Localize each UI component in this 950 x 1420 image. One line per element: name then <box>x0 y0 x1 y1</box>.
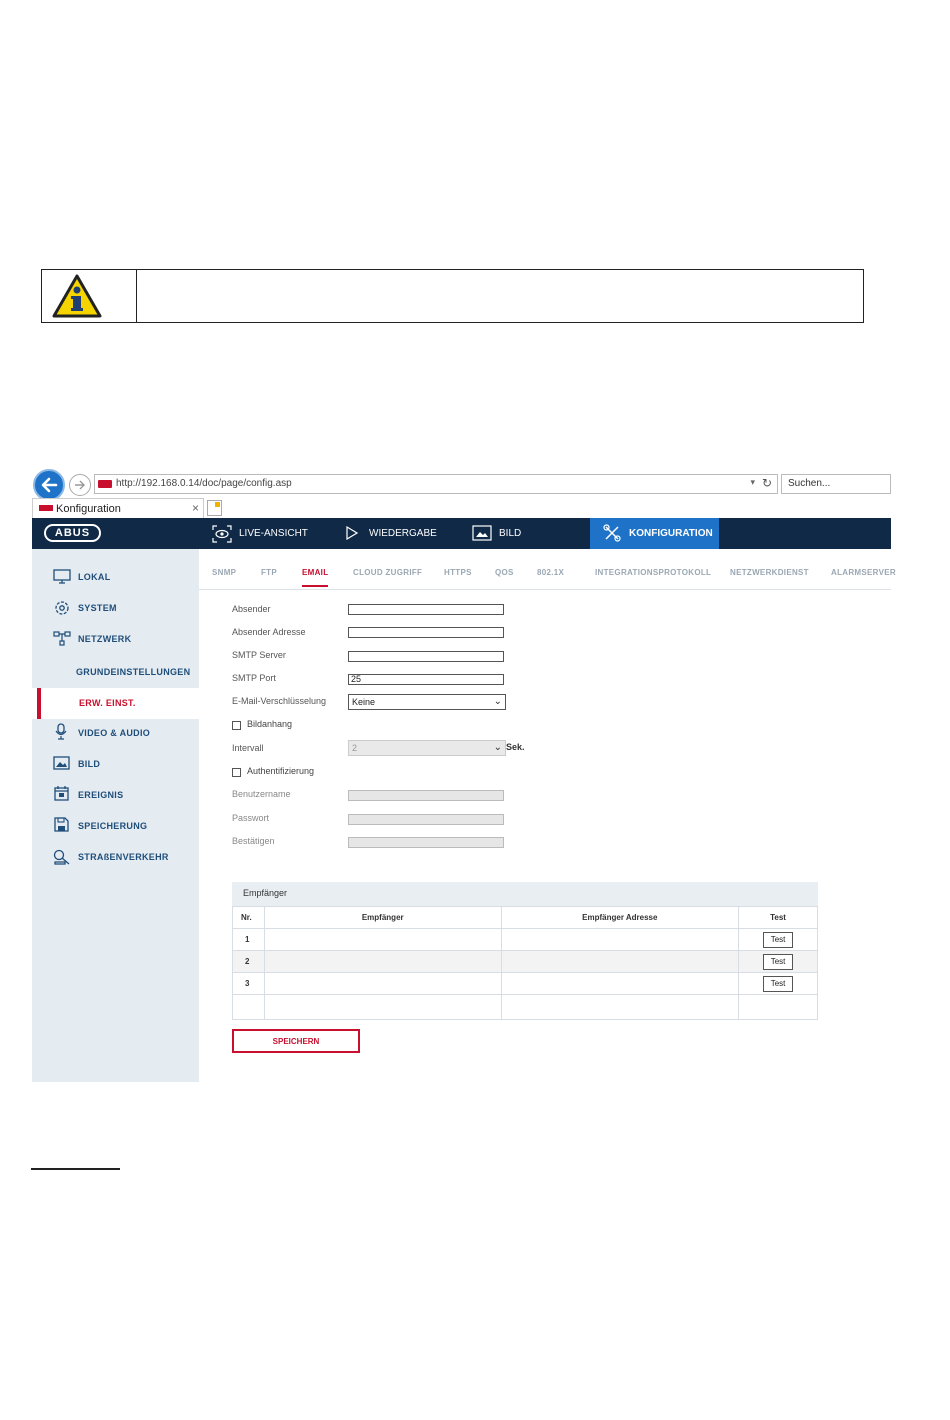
chevron-down-icon: ⌄ <box>493 696 502 707</box>
table-row-empty <box>233 995 818 1020</box>
arrow-left-icon <box>40 476 58 494</box>
abus-logo: ABUS <box>44 524 101 542</box>
passwort-label: Passwort <box>232 813 270 823</box>
divider-line <box>31 1168 120 1170</box>
tab-https[interactable]: HTTPS <box>444 568 472 577</box>
recipients-grid <box>232 906 818 1020</box>
tab-bar <box>32 498 891 518</box>
recipient-name-cell[interactable] <box>264 973 501 995</box>
smtp-server-label: SMTP Server <box>232 650 286 660</box>
sidebar <box>32 549 199 1082</box>
test-button[interactable]: Test <box>763 954 793 970</box>
nav-wiedergabe-label: WIEDERGABE <box>369 528 437 539</box>
address-bar[interactable] <box>94 474 778 494</box>
sidebar-item-label: SPEICHERUNG <box>78 821 148 831</box>
row-nr: 3 <box>233 973 265 995</box>
sidebar-item-label: LOKAL <box>78 572 111 582</box>
recipient-name-cell[interactable] <box>264 929 501 951</box>
intervall-value: 2 <box>352 743 358 753</box>
encryption-label: E-Mail-Verschlüsselung <box>232 696 327 706</box>
tab-netzwerkdienst[interactable]: NETZWERKDIENST <box>730 568 809 577</box>
smtp-port-label: SMTP Port <box>232 673 276 683</box>
nav-konfiguration[interactable] <box>590 518 719 549</box>
sidebar-item-lokal[interactable] <box>32 563 199 591</box>
intervall-label: Intervall <box>232 743 264 753</box>
bildanhang-checkbox[interactable] <box>232 721 241 730</box>
row-nr: 2 <box>233 951 265 973</box>
refresh-icon[interactable]: ↻ <box>761 476 772 490</box>
tab-konfiguration[interactable] <box>32 498 204 518</box>
sidebar-item-label: SYSTEM <box>78 603 117 613</box>
tab-favicon <box>39 505 53 511</box>
sidebar-item-label: GRUNDEINSTELLUNGEN <box>76 667 191 677</box>
sidebar-item-erw-einst[interactable] <box>32 688 199 719</box>
sidebar-item-label: ERW. EINST. <box>79 698 136 708</box>
authentifizierung-label: Authentifizierung <box>247 766 315 776</box>
authentifizierung-checkbox[interactable] <box>232 768 241 777</box>
recipients-table <box>232 882 818 1022</box>
info-box <box>41 269 864 323</box>
encryption-value: Keine <box>352 697 376 707</box>
tab-cloud-zugriff[interactable]: CLOUD ZUGRIFF <box>353 568 423 577</box>
nav-live-ansicht[interactable] <box>212 518 327 549</box>
tab-8021x[interactable]: 802.1X <box>537 568 565 577</box>
car-search-icon <box>53 849 70 865</box>
tab-alarmserver[interactable]: ALARMSERVER <box>831 568 896 577</box>
bestaetigen-field[interactable] <box>348 837 504 848</box>
save-button[interactable]: SPEICHERN <box>232 1029 360 1053</box>
sidebar-item-grundeinstellungen[interactable] <box>32 658 199 686</box>
forward-button[interactable] <box>69 474 91 496</box>
column-header-adresse: Empfänger Adresse <box>501 907 739 929</box>
encryption-select[interactable] <box>348 694 506 710</box>
absender-adresse-label: Absender Adresse <box>232 627 306 637</box>
passwort-field[interactable] <box>348 814 504 825</box>
benutzername-field[interactable] <box>348 790 504 801</box>
column-header-nr: Nr. <box>233 907 265 929</box>
table-header-row <box>233 907 818 929</box>
nav-live-ansicht-label: LIVE-ANSICHT <box>239 528 308 539</box>
sidebar-item-label: NETZWERK <box>78 634 132 644</box>
smtp-port-field[interactable]: 25 <box>348 674 504 685</box>
column-header-empfaenger: Empfänger <box>264 907 501 929</box>
microphone-icon <box>55 723 67 740</box>
benutzername-label: Benutzername <box>232 789 291 799</box>
tab-title: Konfiguration <box>56 503 121 515</box>
play-icon <box>346 526 358 540</box>
tab-email[interactable]: EMAIL <box>302 568 329 577</box>
sidebar-item-netzwerk[interactable] <box>32 625 199 653</box>
tab-qos[interactable]: QOS <box>495 568 514 577</box>
sidebar-item-ereignis[interactable] <box>32 781 199 809</box>
sidebar-item-label: VIDEO & AUDIO <box>78 728 151 738</box>
arrow-right-icon <box>73 478 87 492</box>
sidebar-item-label: EREIGNIS <box>78 790 124 800</box>
image-icon <box>53 756 70 770</box>
sidebar-item-strassenverkehr[interactable] <box>32 843 199 871</box>
column-header-test: Test <box>739 907 818 929</box>
absender-label: Absender <box>232 604 271 614</box>
absender-field[interactable] <box>348 604 504 615</box>
info-icon-cell <box>42 270 137 322</box>
tab-ftp[interactable]: FTP <box>261 568 278 577</box>
subtab-bar <box>199 549 896 590</box>
recipient-address-cell[interactable] <box>501 951 739 973</box>
recipient-address-cell[interactable] <box>501 929 739 951</box>
sidebar-item-video-audio[interactable] <box>32 719 199 747</box>
bestaetigen-label: Bestätigen <box>232 836 275 846</box>
app-header <box>32 518 891 549</box>
tab-integrationsprotokoll[interactable]: INTEGRATIONSPROTOKOLL <box>595 568 712 577</box>
absender-adresse-field[interactable] <box>348 627 504 638</box>
network-icon <box>53 631 71 646</box>
sidebar-item-label: BILD <box>78 759 101 769</box>
sidebar-item-bild[interactable] <box>32 750 199 778</box>
chevron-down-icon: ⌄ <box>493 742 502 753</box>
row-nr: 1 <box>233 929 265 951</box>
nav-wiedergabe[interactable] <box>344 518 454 549</box>
content-panel <box>199 549 896 1082</box>
warning-info-icon <box>52 274 102 318</box>
floppy-disk-icon <box>54 817 69 832</box>
gear-icon <box>54 600 70 616</box>
sidebar-item-label: STRAßENVERKEHR <box>78 852 169 862</box>
search-placeholder: Suchen... <box>788 478 831 489</box>
calendar-icon <box>54 786 69 801</box>
new-tab-button[interactable] <box>207 500 222 516</box>
back-button[interactable] <box>33 469 65 501</box>
recipient-address-cell[interactable] <box>501 973 739 995</box>
recipients-title: Empfänger <box>232 882 818 906</box>
monitor-icon <box>53 569 71 584</box>
tools-icon <box>603 524 621 542</box>
close-tab-icon[interactable]: × <box>191 501 199 515</box>
nav-konfiguration-label: KONFIGURATION <box>629 528 713 539</box>
image-icon <box>472 525 492 541</box>
test-button[interactable]: Test <box>763 976 793 992</box>
test-button[interactable]: Test <box>763 932 793 948</box>
table-row <box>233 973 818 995</box>
smtp-server-field[interactable] <box>348 651 504 662</box>
table-row <box>233 951 818 973</box>
url-text: http://192.168.0.14/doc/page/config.asp <box>116 478 292 489</box>
nav-bild[interactable] <box>472 518 552 549</box>
nav-bild-label: BILD <box>499 528 522 539</box>
intervall-select[interactable] <box>348 740 506 756</box>
table-row <box>233 929 818 951</box>
sidebar-item-system[interactable] <box>32 594 199 622</box>
site-favicon <box>98 480 112 488</box>
search-input[interactable] <box>781 474 891 494</box>
tab-snmp[interactable]: SNMP <box>212 568 237 577</box>
dropdown-arrow-icon[interactable]: ▾ <box>750 477 755 487</box>
recipient-name-cell[interactable] <box>264 951 501 973</box>
sidebar-item-speicherung[interactable] <box>32 812 199 840</box>
eye-icon <box>212 525 232 543</box>
bildanhang-label: Bildanhang <box>247 719 293 729</box>
intervall-unit: Sek. <box>506 742 525 752</box>
